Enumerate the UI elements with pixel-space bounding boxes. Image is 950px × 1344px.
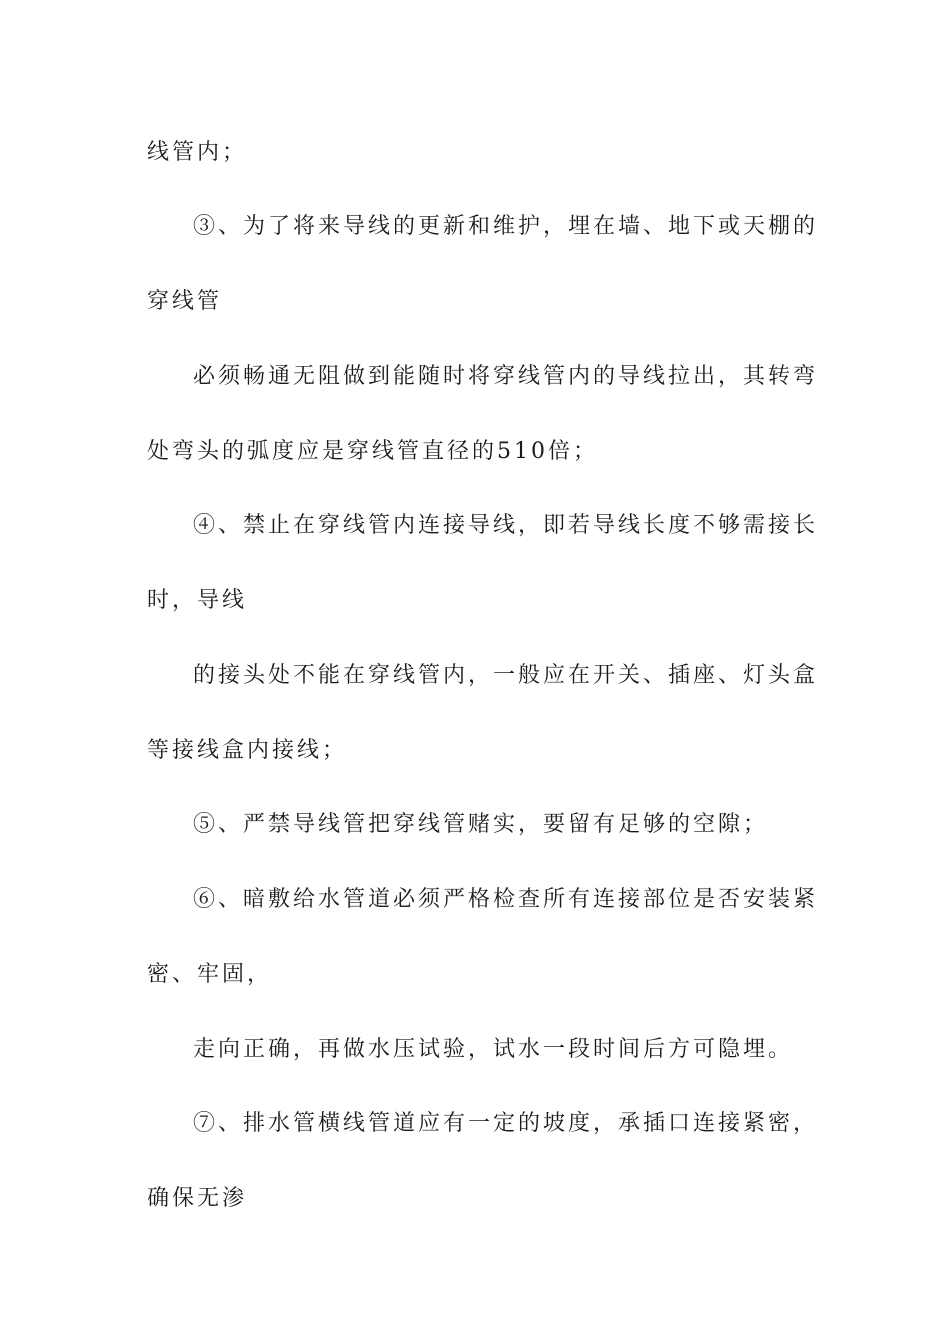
text-line: 等接线盒内接线； — [147, 738, 348, 763]
text-line: 必须畅通无阻做到能随时将穿线管内的导线拉出，其转弯 — [193, 364, 819, 389]
paragraph-item-5: ⑤、严禁导线管把穿线管赌实，要留有足够的空隙； — [193, 812, 769, 837]
text-line: 时，导线 — [147, 588, 248, 613]
paragraph-item-3-start: ③、为了将来导线的更新和维护，埋在墙、地下或天棚的 — [193, 214, 819, 239]
paragraph-item-4-start: ④、禁止在穿线管内连接导线，即若导线长度不够需接长 — [193, 513, 819, 538]
text-line: 穿线管 — [147, 289, 223, 314]
text-line: 走向正确，再做水压试验，试水一段时间后方可隐埋。 — [193, 1037, 794, 1062]
text-line: 的接头处不能在穿线管内，一般应在开关、插座、灯头盒 — [193, 663, 819, 688]
paragraph-item-6-start: ⑥、暗敷给水管道必须严格检查所有连接部位是否安装紧 — [193, 887, 819, 912]
paragraph-item-7-start: ⑦、排水管横线管道应有一定的坡度，承插口连接紧密， — [193, 1111, 819, 1136]
text-line: 密、牢固， — [147, 962, 273, 987]
text-line: 线管内； — [147, 140, 248, 165]
text-line: 确保无渗 — [147, 1186, 248, 1211]
text-line: 处弯头的弧度应是穿线管直径的510倍； — [147, 439, 598, 464]
